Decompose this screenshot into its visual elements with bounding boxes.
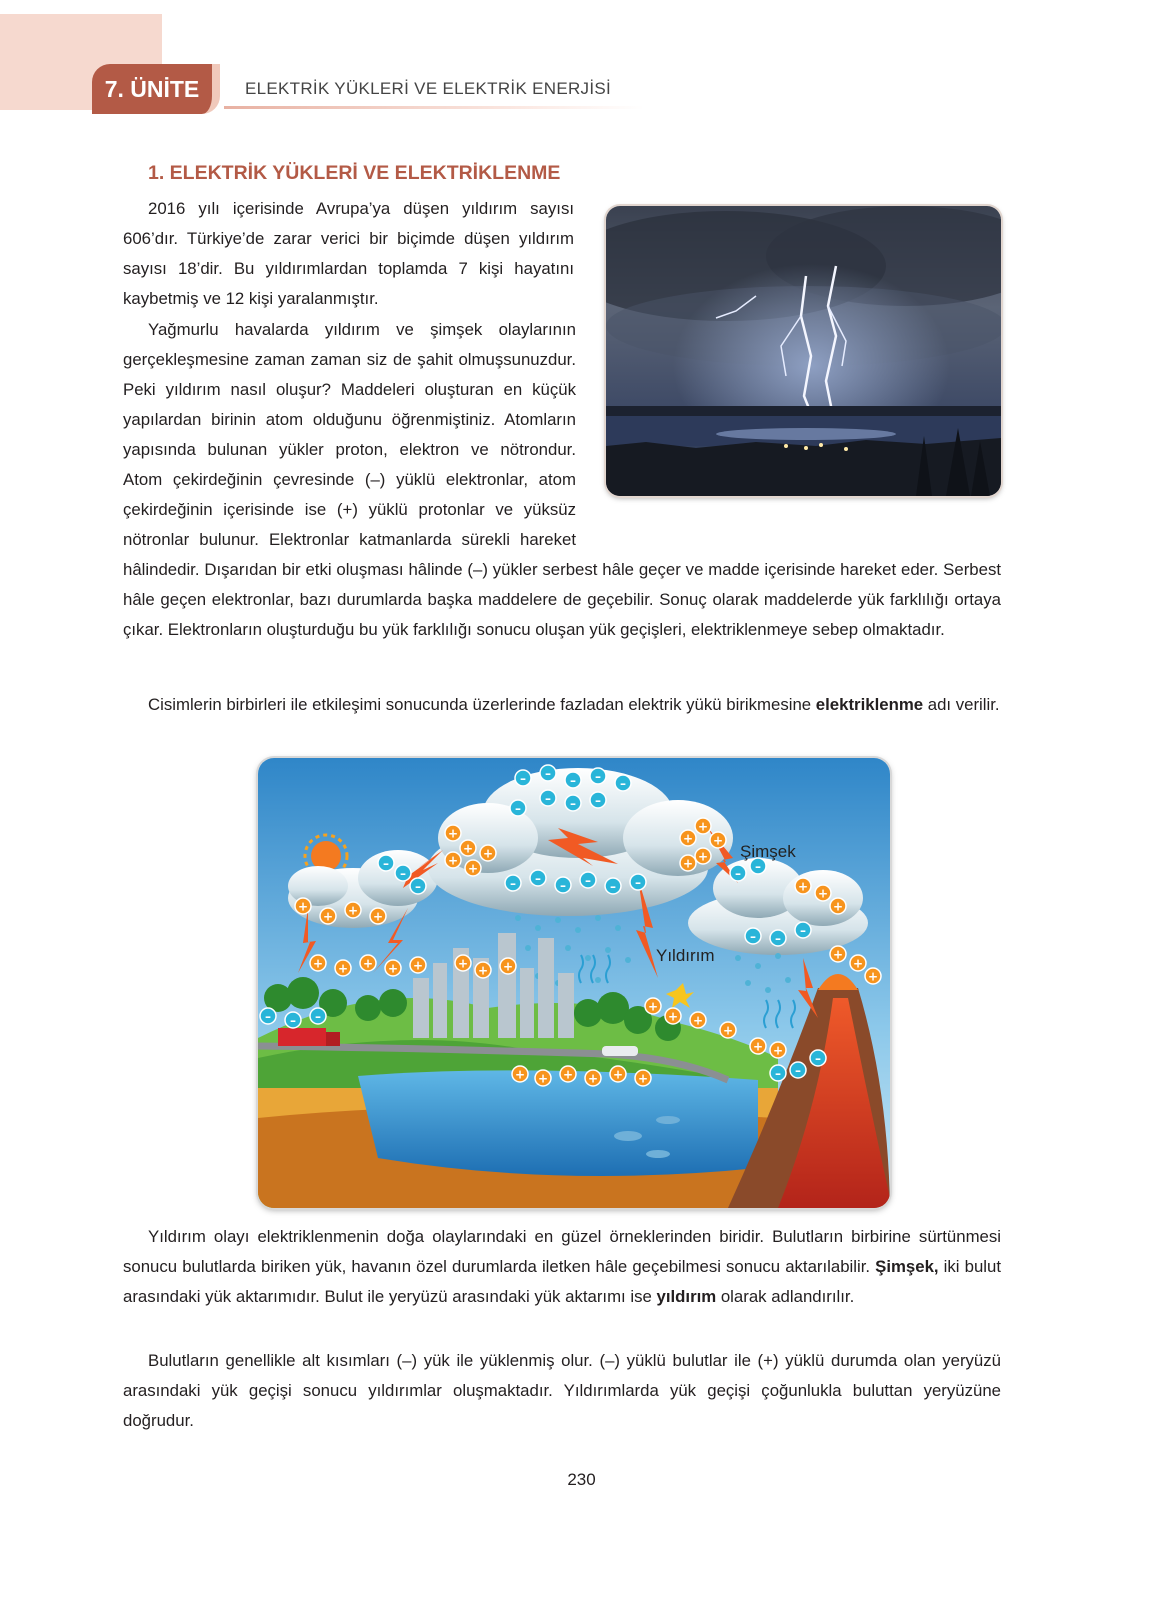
minus-charge-icon (565, 795, 581, 811)
plus-charge-icon (585, 1070, 601, 1086)
plus-charge-icon (310, 955, 326, 971)
plus-charge-icon (680, 855, 696, 871)
svg-text:–: – (570, 773, 576, 788)
minus-charge-icon (515, 770, 531, 786)
plus-charge-icon (560, 1066, 576, 1082)
minus-charge-icon (505, 875, 521, 891)
svg-text:+: + (322, 909, 334, 924)
paragraph-simsek-yildirim (123, 1222, 1001, 1312)
svg-text:–: – (795, 1063, 801, 1078)
paragraph-charge-transfer (123, 1346, 1001, 1436)
paragraph-statistics-text: 2016 yılı içerisinde Avrupa’ya düşen yıldırım sayısı 606’dır. Türkiye’de zarar verici bir biçimde düşen yıldırım sayısı 18’dir. Bu yıldırımlardan toplamda 7 kişi hayatını kaybetmiş ve 12 kişi yaralanmıştır. (123, 199, 574, 308)
header-divider (224, 106, 644, 109)
plus-charge-icon (445, 825, 461, 841)
definition-text-start: Cisimlerin birbirleri ile etkileşimi sonucunda üzerlerinde fazladan elektrik yükü birikmesine (148, 695, 816, 714)
svg-text:+: + (832, 947, 844, 962)
svg-text:+: + (647, 999, 659, 1014)
svg-text:–: – (535, 871, 541, 886)
svg-text:–: – (545, 791, 551, 806)
minus-charge-icon (730, 865, 746, 881)
minus-charge-icon (410, 878, 426, 894)
label-yildirim: Yıldırım (656, 946, 715, 965)
svg-text:+: + (462, 841, 474, 856)
plus-charge-icon (360, 955, 376, 971)
svg-text:–: – (635, 875, 641, 890)
lightning-photo-svg (606, 206, 1001, 496)
paragraph-statistics (123, 194, 574, 314)
simsek-text-end: olarak adlandırılır. (716, 1287, 855, 1306)
svg-text:–: – (775, 931, 781, 946)
plus-charge-icon (815, 885, 831, 901)
svg-text:+: + (337, 961, 349, 976)
minus-charge-icon (540, 790, 556, 806)
svg-text:–: – (383, 856, 389, 871)
svg-text:+: + (297, 899, 309, 914)
minus-charge-icon (795, 922, 811, 938)
svg-text:–: – (620, 776, 626, 791)
plus-charge-icon (850, 955, 866, 971)
plus-charge-icon (710, 832, 726, 848)
minus-charge-icon (615, 775, 631, 791)
svg-text:+: + (682, 831, 694, 846)
simsek-text-start: Yıldırım olayı elektriklenmenin doğa olaylarındaki en güzel örneklerinden biridir. Bulutların birbirine sürtünmesi sonucu bulutlarda biriken yük, havanın özel durumlarda iletken hâle geçebilmesi sonucu aktarılabilir. (123, 1227, 1001, 1276)
minus-charge-icon (395, 865, 411, 881)
simsek-term: Şimşek, (875, 1257, 939, 1276)
svg-text:–: – (545, 766, 551, 781)
lightning-diagram (258, 758, 890, 1208)
plus-charge-icon (720, 1022, 736, 1038)
svg-text:–: – (595, 769, 601, 784)
svg-text:+: + (482, 846, 494, 861)
svg-text:+: + (772, 1043, 784, 1058)
plus-charge-icon (410, 957, 426, 973)
plus-charge-icon (750, 1038, 766, 1054)
plus-charge-icon (830, 898, 846, 914)
plus-charge-icon (695, 818, 711, 834)
svg-text:+: + (692, 1013, 704, 1028)
car-icon (602, 1046, 638, 1056)
plus-charge-icon (385, 960, 401, 976)
svg-text:–: – (775, 1066, 781, 1081)
svg-text:+: + (514, 1067, 526, 1082)
minus-charge-icon (310, 1008, 326, 1024)
minus-charge-icon (580, 872, 596, 888)
svg-text:–: – (750, 929, 756, 944)
svg-text:+: + (832, 899, 844, 914)
plus-charge-icon (295, 898, 311, 914)
svg-text:+: + (867, 969, 879, 984)
svg-text:+: + (712, 833, 724, 848)
svg-text:–: – (815, 1051, 821, 1066)
svg-text:+: + (667, 1009, 679, 1024)
unit-badge: 7. ÜNİTE (92, 64, 220, 114)
svg-text:+: + (447, 853, 459, 868)
plus-charge-icon (535, 1070, 551, 1086)
minus-charge-icon (790, 1062, 806, 1078)
svg-text:–: – (595, 793, 601, 808)
svg-text:+: + (502, 959, 514, 974)
minus-charge-icon (770, 930, 786, 946)
definition-term: elektriklenme (815, 695, 924, 714)
minus-charge-icon (565, 772, 581, 788)
plus-charge-icon (645, 998, 661, 1014)
minus-charge-icon (605, 878, 621, 894)
minus-charge-icon (530, 870, 546, 886)
plus-charge-icon (512, 1066, 528, 1082)
paragraph-charge-transfer-text: Bulutların genellikle alt kısımları (–) yük ile yüklenmiş olur. (–) yüklü bulutlar ile (+) yüklü durumda olan yeryüzü arasındaki yük geçişi sonucu yıldırımlar oluşmaktadır. Yıldırımlarda yük geçişi çoğunlukla buluttan yeryüzüne doğrudur. (123, 1351, 1001, 1430)
plus-charge-icon (665, 1008, 681, 1024)
plus-charge-icon (465, 860, 481, 876)
plus-charge-icon (345, 902, 361, 918)
simsek-text-mid: iki bulut arasındaki yük aktarımıdır. Bulut ile yeryüzü arasındaki yük aktarımı ise (123, 1257, 1001, 1306)
minus-charge-icon (378, 855, 394, 871)
svg-text:–: – (570, 796, 576, 811)
unit-title: ELEKTRİK YÜKLERİ VE ELEKTRİK ENERJİSİ (245, 79, 612, 98)
minus-charge-icon (810, 1050, 826, 1066)
plus-charge-icon (610, 1066, 626, 1082)
page-number: 230 (567, 1470, 596, 1489)
svg-text:+: + (752, 1039, 764, 1054)
svg-text:+: + (817, 886, 829, 901)
svg-text:+: + (467, 861, 479, 876)
svg-text:+: + (362, 956, 374, 971)
svg-text:+: + (457, 956, 469, 971)
minus-charge-icon (540, 765, 556, 781)
svg-text:+: + (697, 849, 709, 864)
plus-charge-icon (830, 946, 846, 962)
svg-text:–: – (520, 771, 526, 786)
svg-text:–: – (560, 878, 566, 893)
svg-text:–: – (265, 1009, 271, 1024)
svg-text:+: + (477, 963, 489, 978)
minus-charge-icon (590, 792, 606, 808)
paragraph-definition (123, 690, 1001, 720)
lightning-photo (606, 206, 1001, 496)
svg-text:+: + (587, 1071, 599, 1086)
plus-charge-icon (320, 908, 336, 924)
svg-text:–: – (415, 879, 421, 894)
minus-charge-icon (285, 1012, 301, 1028)
definition-text-end: adı verilir. (923, 695, 1000, 714)
svg-text:–: – (585, 873, 591, 888)
plus-charge-icon (335, 960, 351, 976)
minus-charge-icon (770, 1065, 786, 1081)
svg-text:–: – (510, 876, 516, 891)
svg-text:+: + (537, 1071, 549, 1086)
svg-text:+: + (637, 1071, 649, 1086)
plus-charge-icon (635, 1070, 651, 1086)
plus-charge-icon (795, 878, 811, 894)
plus-charge-icon (770, 1042, 786, 1058)
svg-text:–: – (610, 879, 616, 894)
svg-text:+: + (312, 956, 324, 971)
svg-text:+: + (682, 856, 694, 871)
minus-charge-icon (745, 928, 761, 944)
minus-charge-icon (260, 1008, 276, 1024)
svg-text:+: + (372, 909, 384, 924)
plus-charge-icon (370, 908, 386, 924)
yildirim-term: yıldırım (656, 1287, 717, 1306)
plus-charge-icon (455, 955, 471, 971)
minus-charge-icon (590, 768, 606, 784)
plus-charge-icon (445, 852, 461, 868)
plus-charge-icon (695, 848, 711, 864)
svg-text:–: – (400, 866, 406, 881)
svg-text:+: + (612, 1067, 624, 1082)
svg-text:+: + (562, 1067, 574, 1082)
svg-text:–: – (515, 801, 521, 816)
svg-text:+: + (797, 879, 809, 894)
plus-charge-icon (480, 845, 496, 861)
label-simsek: Şimşek (740, 842, 796, 861)
svg-text:+: + (722, 1023, 734, 1038)
svg-text:+: + (697, 819, 709, 834)
minus-charge-icon (630, 874, 646, 890)
plus-charge-icon (865, 968, 881, 984)
lightning-diagram-svg (258, 758, 890, 1208)
svg-text:+: + (387, 961, 399, 976)
plus-charge-icon (500, 958, 516, 974)
paragraph-lightning-text: Yağmurlu havalarda yıldırım ve şimşek olaylarının gerçekleşmesine zaman zaman siz de şahit olmuşsunuzdur. Peki yıldırım nasıl oluşur? Maddeleri oluşturan en küçük yapılardan birinin atom olduğunu öğrenmiştiniz. Atomların yapısında bulunan yükler proton, elektron ve nötrondur. Atom çekirdeğinin çevresinde (–) yüklü elektronlar, atom çekirdeğinin içerisinde ise (+) yüklü protonlar ve yüksüz nötronlar bulunur. Elektronlar katmanlarda sürekli hareket hâlindedir. Dışarıdan bir etki oluşması hâlinde (–) yükler serbest hâle geçer ve madde içerisinde hareket eder. Serbest hâle geçen elektronlar, bazı durumlarda başka maddelere de geçebilir. Sonuç olarak maddelerde yük farklılığı ortaya çıkar. Elektronların oluşturduğu bu yük farklılığı sonucu oluşan yük geçişleri, elektriklenmeye sebep olmaktadır. (123, 320, 1001, 639)
svg-text:+: + (447, 826, 459, 841)
svg-text:+: + (412, 958, 424, 973)
svg-text:–: – (735, 866, 741, 881)
plus-charge-icon (460, 840, 476, 856)
minus-charge-icon (510, 800, 526, 816)
plus-charge-icon (690, 1012, 706, 1028)
plus-charge-icon (475, 962, 491, 978)
svg-text:+: + (852, 956, 864, 971)
svg-text:–: – (800, 923, 806, 938)
svg-text:–: – (290, 1013, 296, 1028)
section-heading: 1. ELEKTRİK YÜKLERİ VE ELEKTRİKLENME (148, 162, 561, 184)
svg-text:–: – (315, 1009, 321, 1024)
plus-charge-icon (680, 830, 696, 846)
svg-text:+: + (347, 903, 359, 918)
minus-charge-icon (555, 877, 571, 893)
svg-text:–: – (755, 859, 761, 874)
